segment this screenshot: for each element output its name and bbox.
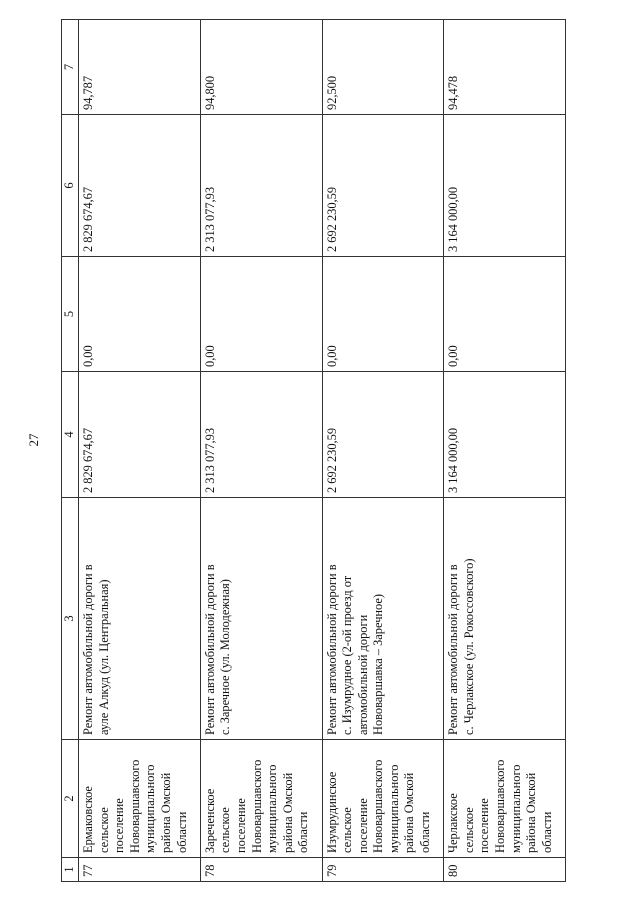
row-number: 77 <box>79 858 201 882</box>
table-row <box>444 20 566 882</box>
column-header-4: 4 <box>62 372 79 498</box>
settlement-cell: Ермаковское сельское поселение Нововаршавского муниципального района Омской области <box>79 740 201 858</box>
amount-cell-6: 2 313 077,93 <box>200 115 322 257</box>
row-number: 79 <box>322 858 444 882</box>
settlement-cell: Зареченское сельское поселение Нововаршавского муниципального района Омской области <box>200 740 322 858</box>
settlement-cell: Черлакское сельское поселение Нововаршавского муниципального района Омской области <box>444 740 566 858</box>
table-row <box>200 20 322 882</box>
column-header-7: 7 <box>62 20 79 115</box>
table-row <box>322 20 444 882</box>
column-header-6: 6 <box>62 115 79 257</box>
amount-cell-6: 2 692 230,59 <box>322 115 444 257</box>
percent-cell-7: 94,787 <box>79 20 201 115</box>
data-table <box>61 19 566 882</box>
amount-cell-4: 2 692 230,59 <box>322 372 444 498</box>
amount-cell-4: 3 164 000,00 <box>444 372 566 498</box>
settlement-cell: Изумрудинское сельское поселение Нововаршавского муниципального района Омской области <box>322 740 444 858</box>
table-wrapper <box>61 20 566 882</box>
amount-cell-4: 2 313 077,93 <box>200 372 322 498</box>
percent-cell-7: 94,478 <box>444 20 566 115</box>
amount-cell-5: 0,00 <box>322 257 444 372</box>
header-row <box>62 20 79 882</box>
amount-cell-4: 2 829 674,67 <box>79 372 201 498</box>
description-cell: Ремонт автомобильной дороги в с. Заречное (ул. Молодежная) <box>200 498 322 740</box>
page-number: 27 <box>26 433 41 447</box>
amount-cell-6: 3 164 000,00 <box>444 115 566 257</box>
row-number: 80 <box>444 858 566 882</box>
column-header-2: 2 <box>62 740 79 858</box>
table-row <box>79 20 201 882</box>
amount-cell-5: 0,00 <box>79 257 201 372</box>
description-cell: Ремонт автомобильной дороги в ауле Алкуд (ул. Центральная) <box>79 498 201 740</box>
description-cell: Ремонт автомобильной дороги в с. Изумрудное (2-ой проезд от автомобильной дороги Нововаршавка – Заречное) <box>322 498 444 740</box>
column-header-5: 5 <box>62 257 79 372</box>
amount-cell-5: 0,00 <box>200 257 322 372</box>
percent-cell-7: 94,800 <box>200 20 322 115</box>
percent-cell-7: 92,500 <box>322 20 444 115</box>
amount-cell-5: 0,00 <box>444 257 566 372</box>
description-cell: Ремонт автомобильной дороги в с. Черлакское (ул. Рокоссовского) <box>444 498 566 740</box>
amount-cell-6: 2 829 674,67 <box>79 115 201 257</box>
column-header-1: 1 <box>62 858 79 882</box>
column-header-3: 3 <box>62 498 79 740</box>
row-number: 78 <box>200 858 322 882</box>
